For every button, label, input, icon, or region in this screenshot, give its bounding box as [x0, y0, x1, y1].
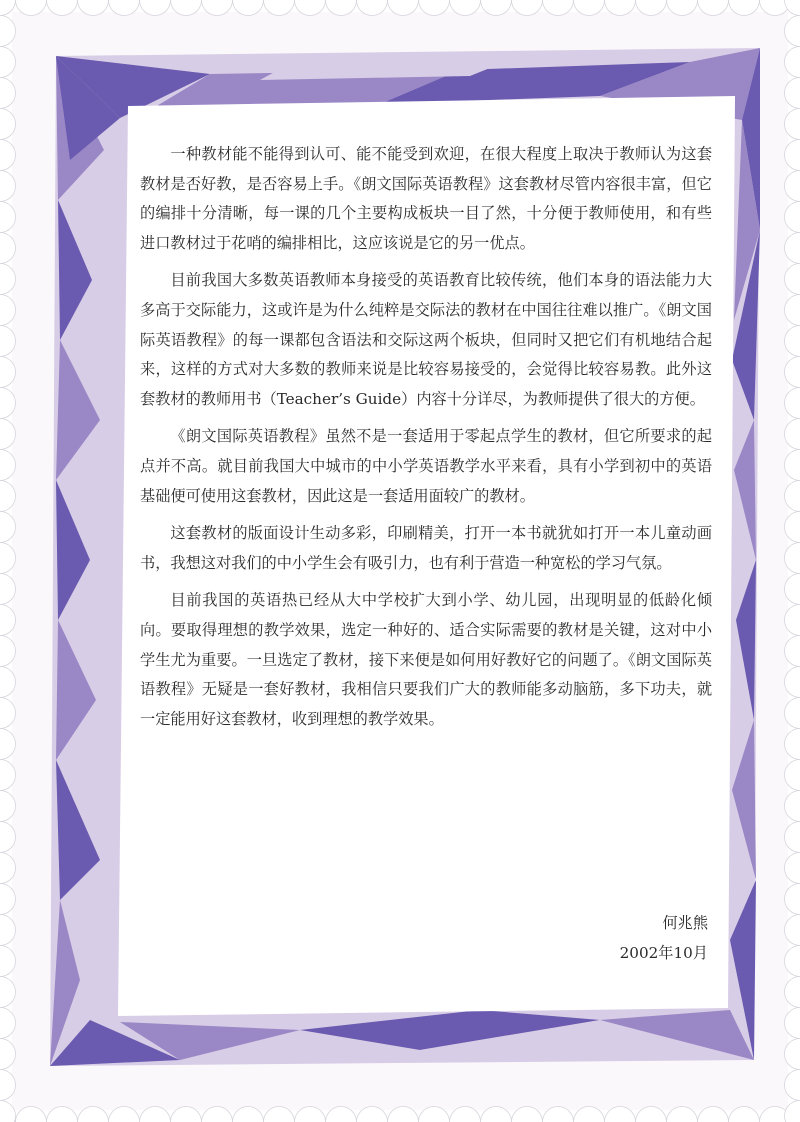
- signature-date: 2002年10月: [619, 944, 708, 962]
- paragraph: 目前我国大多数英语教师本身接受的英语教育比较传统，他们本身的语法能力大多高于交际能力，这或许是为什么纯粹是交际法的教材在中国往往难以推广。《朗文国际英语教程》的每一课都包含语法和交际这两个板块，但同时又把它们有机地结合起来，这样的方式对大多数的教师来说是比较容易接受的，会觉得比较容易教。此外这套教材的教师用书（Teacher’s Guide）内容十分详尽，为教师提供了很大的方便。: [140, 271, 712, 408]
- author-name: 何兆熊: [662, 914, 708, 932]
- signature-block: [620, 908, 708, 968]
- paragraph: 《朗文国际英语教程》虽然不是一套适用于零起点学生的教材，但它所要求的起点并不高。就目前我国大中城市的中小学英语教学水平来看，具有小学到初中的英语基础便可使用这套教材，因此这是一套适用面较广的教材。: [140, 427, 712, 505]
- paragraph: 一种教材能不能得到认可、能不能受到欢迎，在很大程度上取决于教师认为这套教材是否好教，是否容易上手。《朗文国际英语教程》这套教材尽管内容很丰富，但它的编排十分清晰，每一课的几个主要构成板块一目了然，十分便于教师使用，和有些进口教材过于花哨的编排相比，这应该说是它的另一优点。: [140, 145, 712, 252]
- paragraph: 目前我国的英语热已经从大中学校扩大到小学、幼儿园，出现明显的低龄化倾向。要取得理想的教学效果，选定一种好的、适合实际需要的教材是关键，这对中小学生尤为重要。一旦选定了教材，接下来便是如何用好教好它的问题了。《朗文国际英语教程》无疑是一套好教材，我相信只要我们广大的教师能多动脑筋，多下功夫，就一定能用好这套教材，收到理想的教学效果。: [140, 591, 712, 728]
- paragraph: 这套教材的版面设计生动多彩，印刷精美，打开一本书就犹如打开一本儿童动画书，我想这对我们的中小学生会有吸引力，也有利于营造一种宽松的学习气氛。: [140, 524, 712, 572]
- body-text: [140, 140, 712, 742]
